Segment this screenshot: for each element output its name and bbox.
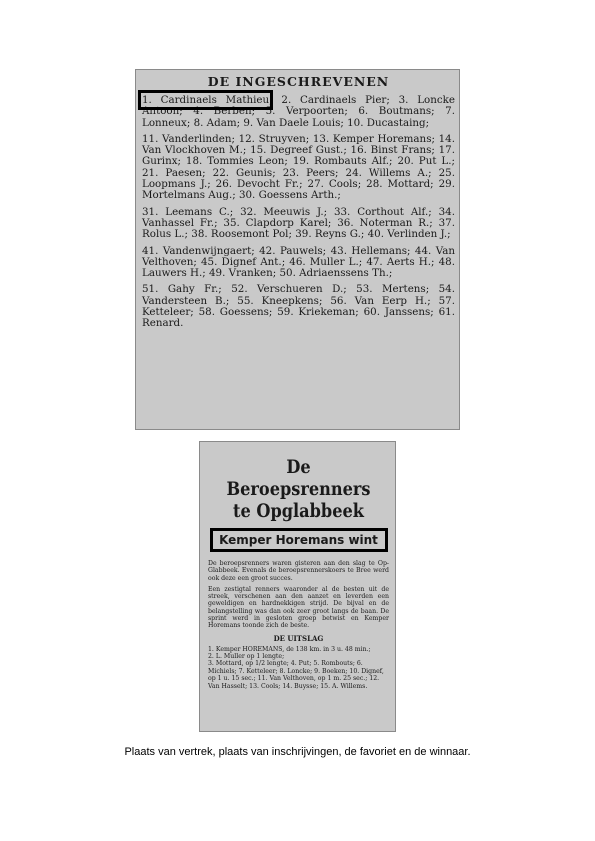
race-report-clipping <box>199 441 396 732</box>
race-body: Een zestigtal renners waaronder al de besten uit de streek, verschenen aan den aanzet en leverden een geweldigen en hardnekkigen strijd. De bijval en de belangstelling was dan ook zeer groot langs de baan. De sprint werd in gesloten groep betwist en Kemper Horemans toonde zich de beste. <box>208 585 389 630</box>
registrants-clipping <box>135 69 460 430</box>
result-line-2: 2. L. Muller op 1 lengte; <box>208 653 285 661</box>
registrants-paragraph-3: 31. Leemans C.; 32. Meeuwis J.; 33. Corthout Alf.; 34. Vanhassel Fr.; 35. Clapdorp Karel; 36. Noterman R.; 37. Rolus L.; 38. Roosemont Pol; 39. Reyns G.; 40. Verlinden J.; <box>142 205 455 241</box>
winner-subheadline: Kemper Horemans wint <box>210 528 388 552</box>
race-headline-line-1: De Beroepsrenners <box>226 456 371 500</box>
registrants-paragraph-5: 51. Gahy Fr.; 52. Verschueren D.; 53. Mertens; 54. Vandersteen B.; 55. Kneepkens; 56. Van Eerp H.; 57. Ketteleer; 58. Goessens; 59. Kriekeman; 60. Janssens; 61. Renard. <box>142 283 455 330</box>
registrants-title: DE INGESCHREVENEN <box>207 74 390 89</box>
race-headline <box>222 456 376 522</box>
result-line-1: 1. Kemper HOREMANS, de 138 km. in 3 u. 48 min.; <box>208 645 371 653</box>
registrants-paragraph-1 <box>142 95 455 129</box>
registrants-paragraph-2: 11. Vanderlinden; 12. Struyven; 13. Kemper Horemans; 14. Van Vlockhoven M.; 15. Degreef Gust.; 16. Binst Frans; 17. Gurinx; 18. Tommies Leon; 19. Rombauts Alf.; 20. Put L.; 21. Paesen; 22. Geunis; 23. Peers; 24. Willems A.; 25. Loopmans J.; 26. Devocht Fr.; 27. Cools; 28. Mottard; 29. Mortelmans Aug.; 30. Goessens Arth.; <box>142 132 455 202</box>
registrants-paragraph-4: 41. Vandenwijngaert; 42. Pauwels; 43. Hellemans; 44. Van Velthoven; 45. Dignef Ant.; 46. Muller L.; 47. Aerts H.; 48. Lauwers H.; 49. Vranken; 50. Adriaenssens Th.; <box>142 244 455 280</box>
page-caption: Plaats van vertrek, plaats van inschrijvingen, de favoriet en de winnaar. <box>124 746 471 758</box>
result-line-3: 3. Mottard, op 1/2 lengte; 4. Put; 5. Rombouts; 6. Michiels; 7. Ketteleer; 8. Loncke; 9. Boeken; 10. Dignef, op 1 u. 15 sec.; 11. Van Velthoven, op 1 m. 25 sec.; 12. Van Hasselt; 13. Cools; 14. Buysse; 15. A. Willems. <box>208 660 384 690</box>
race-intro: De beroepsrenners waren gisteren aan den slag te Op-Glabbeek. Evenals de beroepsrennerskoers te Bree werd ook deze een groot succes. <box>208 560 389 582</box>
registrants-first-rest: ; 2. Cardinaels Pier; 3. Loncke Antoon; 4. Berben; 5. Verpoorten; 6. Boutmans; 7. Lonneux; 8. Adam; 9. Van Daele Louis; 10. Ducastaing; <box>142 94 455 129</box>
results-title: DE UITSLAG <box>273 633 324 643</box>
race-headline-line-2: te Opglabbeek <box>233 500 364 522</box>
favorite-highlight: 1. Cardinaels Mathieu <box>142 94 270 106</box>
